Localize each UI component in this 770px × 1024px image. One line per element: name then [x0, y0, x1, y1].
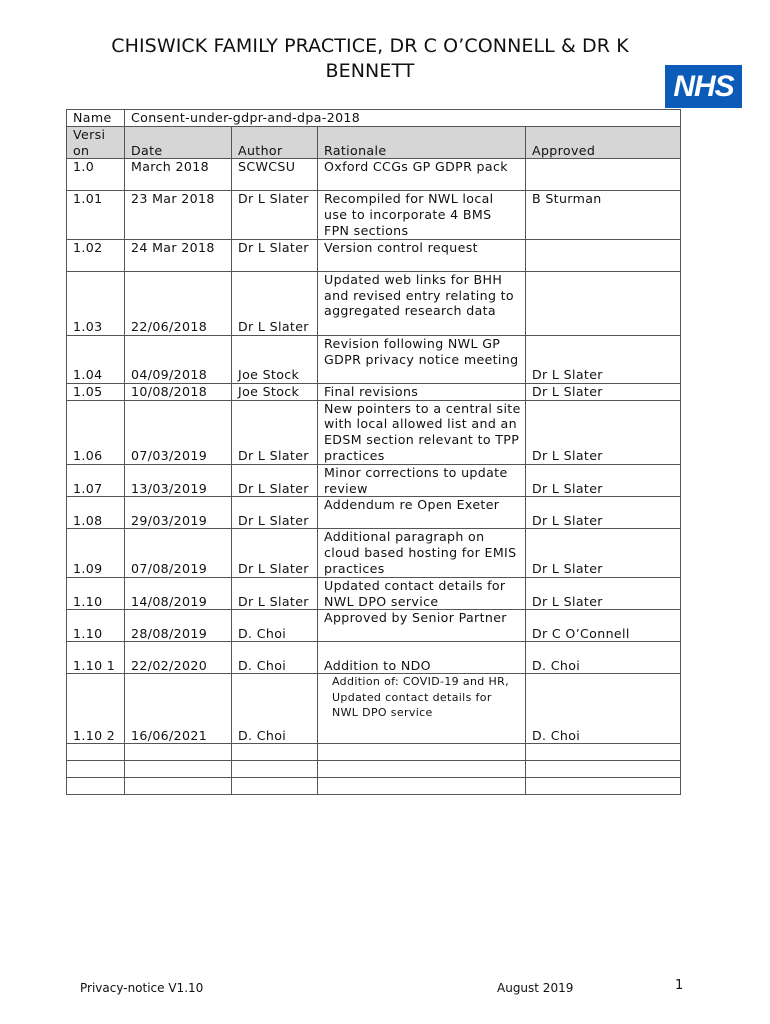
author-cell: Dr L Slater	[232, 497, 318, 529]
approved-cell: B Sturman	[526, 191, 681, 239]
empty-cell	[67, 744, 125, 761]
empty-cell	[232, 778, 318, 795]
version-cell: 1.08	[67, 497, 125, 529]
version-cell: 1.10 1	[67, 642, 125, 674]
rationale-cell: Minor corrections to update review	[318, 464, 526, 497]
column-header-date: Date	[125, 126, 232, 159]
rationale-cell: Recompiled for NWL local use to incorporate 4 BMS FPN sections	[318, 191, 526, 239]
approved-cell: Dr L Slater	[526, 383, 681, 400]
rationale-cell: Version control request	[318, 239, 526, 271]
approved-cell: Dr L Slater	[526, 464, 681, 497]
approved-cell	[526, 159, 681, 191]
empty-cell	[125, 778, 232, 795]
approved-cell	[526, 271, 681, 335]
rationale-cell: Revision following NWL GP GDPR privacy notice meeting	[318, 335, 526, 383]
author-cell: Joe Stock	[232, 335, 318, 383]
version-cell: 1.07	[67, 464, 125, 497]
table-row	[67, 335, 681, 383]
column-header-approved: Approved	[526, 126, 681, 159]
version-cell: 1.04	[67, 335, 125, 383]
approved-cell: Dr L Slater	[526, 497, 681, 529]
empty-cell	[526, 744, 681, 761]
empty-cell	[526, 761, 681, 778]
approved-cell: Dr L Slater	[526, 335, 681, 383]
empty-row	[67, 744, 681, 761]
table-row	[67, 577, 681, 610]
name-label: Name	[67, 110, 125, 127]
date-cell: 29/03/2019	[125, 497, 232, 529]
footer-date: August 2019	[497, 981, 574, 995]
empty-cell	[318, 744, 526, 761]
version-cell: 1.10	[67, 577, 125, 610]
version-cell: 1.09	[67, 529, 125, 577]
rationale-cell: Addition to NDO	[318, 642, 526, 674]
column-header-author: Author	[232, 126, 318, 159]
column-header-rationale: Rationale	[318, 126, 526, 159]
approved-cell: Dr L Slater	[526, 529, 681, 577]
footer-document-version: Privacy-notice V1.10	[80, 981, 204, 995]
date-cell: 10/08/2018	[125, 383, 232, 400]
author-cell: Dr L Slater	[232, 191, 318, 239]
column-header-version: Versi on	[67, 126, 125, 159]
version-cell: 1.02	[67, 239, 125, 271]
table-row	[67, 674, 681, 744]
date-cell: 22/06/2018	[125, 271, 232, 335]
rationale-cell: Oxford CCGs GP GDPR pack	[318, 159, 526, 191]
table-row	[67, 400, 681, 464]
author-cell: Dr L Slater	[232, 464, 318, 497]
author-cell: D. Choi	[232, 674, 318, 744]
table-row	[67, 271, 681, 335]
author-cell: D. Choi	[232, 642, 318, 674]
table-row	[67, 529, 681, 577]
author-cell: Dr L Slater	[232, 239, 318, 271]
version-cell: 1.06	[67, 400, 125, 464]
rationale-cell: New pointers to a central site with local allowed list and an EDSM section relevant to TPP practices	[318, 400, 526, 464]
date-cell: March 2018	[125, 159, 232, 191]
empty-cell	[318, 778, 526, 795]
empty-cell	[125, 744, 232, 761]
rationale-cell: Approved by Senior Partner	[318, 610, 526, 642]
author-cell: Joe Stock	[232, 383, 318, 400]
empty-cell	[526, 778, 681, 795]
empty-cell	[318, 761, 526, 778]
version-cell: 1.10	[67, 610, 125, 642]
empty-cell	[232, 761, 318, 778]
rationale-cell: Updated web links for BHH and revised entry relating to aggregated research data	[318, 271, 526, 335]
page-number: 1	[675, 978, 684, 993]
empty-cell	[67, 778, 125, 795]
date-cell: 14/08/2019	[125, 577, 232, 610]
approved-cell: D. Choi	[526, 642, 681, 674]
table-row	[67, 383, 681, 400]
version-cell: 1.10 2	[67, 674, 125, 744]
table-row	[67, 642, 681, 674]
nhs-logo	[665, 65, 742, 108]
table-row	[67, 610, 681, 642]
author-cell: Dr L Slater	[232, 529, 318, 577]
date-cell: 07/08/2019	[125, 529, 232, 577]
author-cell: D. Choi	[232, 610, 318, 642]
document-name: Consent-under-gdpr-and-dpa-2018	[125, 110, 681, 127]
author-cell: SCWCSU	[232, 159, 318, 191]
empty-row	[67, 778, 681, 795]
author-cell: Dr L Slater	[232, 400, 318, 464]
date-cell: 22/02/2020	[125, 642, 232, 674]
approved-cell: Dr C O’Connell	[526, 610, 681, 642]
version-cell: 1.01	[67, 191, 125, 239]
rationale-cell: Additional paragraph on cloud based hosting for EMIS practices	[318, 529, 526, 577]
date-cell: 04/09/2018	[125, 335, 232, 383]
table-row	[67, 464, 681, 497]
author-cell: Dr L Slater	[232, 577, 318, 610]
table-row	[67, 191, 681, 239]
rationale-cell: Updated contact details for NWL DPO service	[318, 577, 526, 610]
table-header-row	[67, 126, 681, 159]
date-cell: 13/03/2019	[125, 464, 232, 497]
approved-cell: Dr L Slater	[526, 400, 681, 464]
empty-cell	[67, 761, 125, 778]
table-name-row	[67, 110, 681, 127]
nhs-logo-text: NHS	[673, 69, 734, 103]
rationale-cell: Addendum re Open Exeter	[318, 497, 526, 529]
date-cell: 07/03/2019	[125, 400, 232, 464]
table-row	[67, 159, 681, 191]
author-cell: Dr L Slater	[232, 271, 318, 335]
version-cell: 1.05	[67, 383, 125, 400]
rationale-cell: Final revisions	[318, 383, 526, 400]
version-cell: 1.0	[67, 159, 125, 191]
version-cell: 1.03	[67, 271, 125, 335]
table-row	[67, 497, 681, 529]
empty-cell	[125, 761, 232, 778]
empty-row	[67, 761, 681, 778]
rationale-cell: Addition of: COVID-19 and HR, Updated contact details for NWL DPO service	[318, 674, 526, 744]
version-control-table	[66, 109, 681, 795]
page-title: CHISWICK FAMILY PRACTICE, DR C O’CONNELL & DR K BENNETT	[111, 35, 629, 82]
empty-cell	[232, 744, 318, 761]
approved-cell: Dr L Slater	[526, 577, 681, 610]
date-cell: 23 Mar 2018	[125, 191, 232, 239]
approved-cell	[526, 239, 681, 271]
date-cell: 28/08/2019	[125, 610, 232, 642]
date-cell: 24 Mar 2018	[125, 239, 232, 271]
table-row	[67, 239, 681, 271]
approved-cell: D. Choi	[526, 674, 681, 744]
date-cell: 16/06/2021	[125, 674, 232, 744]
